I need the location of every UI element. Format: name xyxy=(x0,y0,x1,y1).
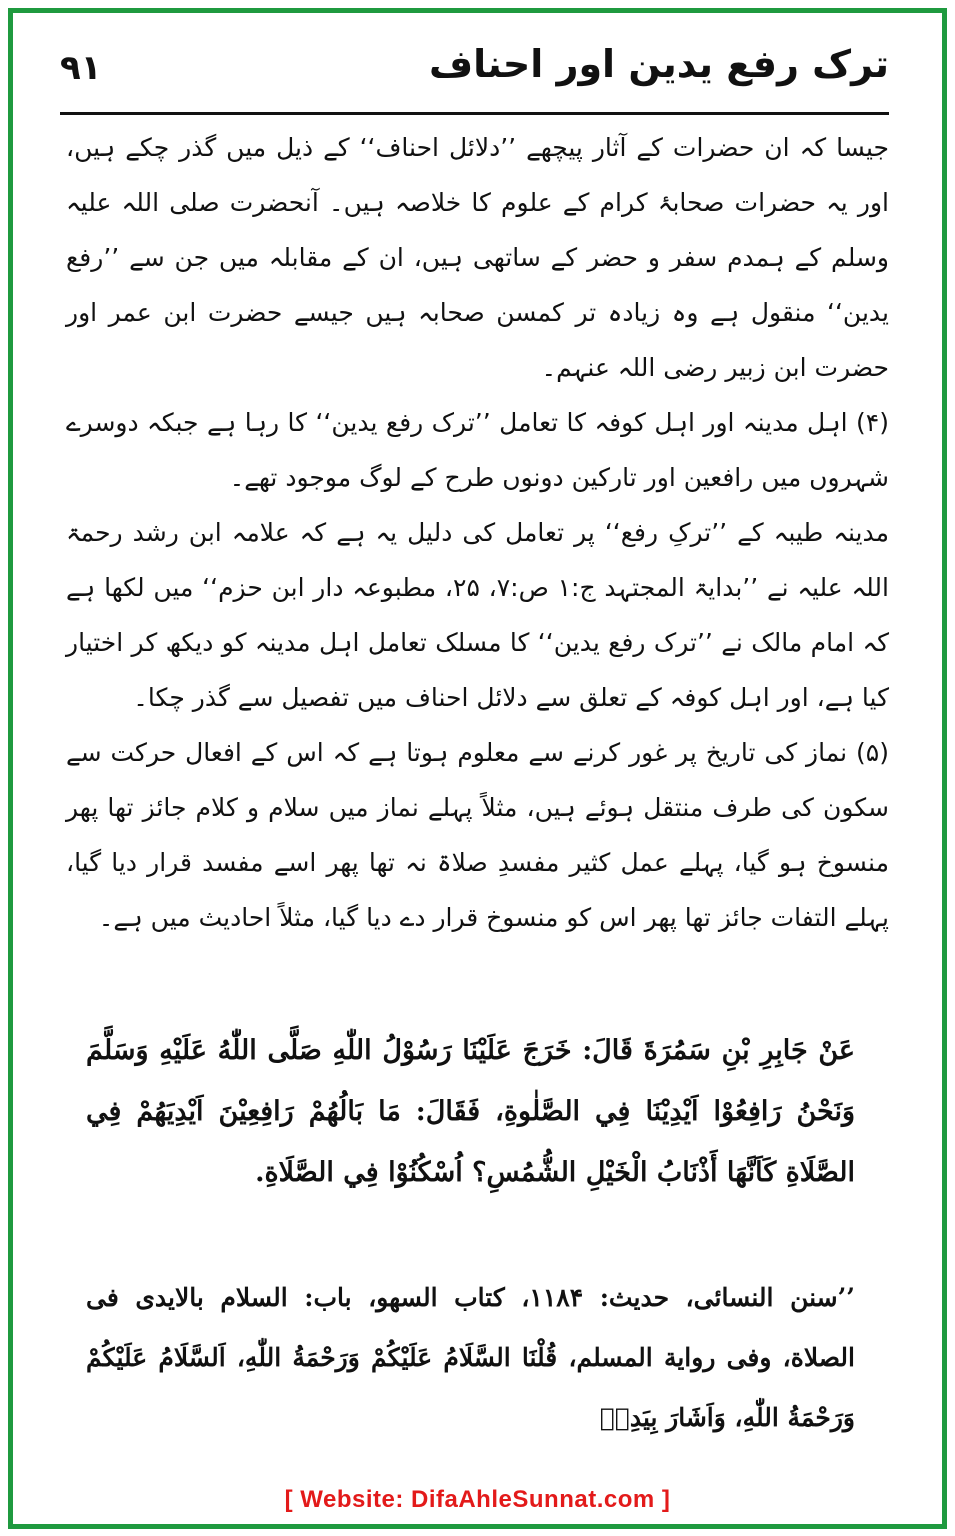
paragraph-2: (۴) اہل مدینہ اور اہل کوفہ کا تعامل ’’ترک رفع یدین‘‘ کا رہا ہے جبکہ دوسرے شہروں میں رافعین اور تارکین دونوں طرح کے لوگ موجود تھے۔ xyxy=(66,408,889,492)
header-divider xyxy=(60,112,889,115)
hadith-quote: عَنْ جَابِرِ بْنِ سَمُرَةَ قَالَ: خَرَجَ عَلَيْنَا رَسُوْلُ اللّٰهِ صَلَّى اللّٰهُ عَلَيْهِ وَسَلَّمَ وَنَحْنُ رَافِعُوْا اَيْدِيْنَا فِي الصَّلٰوةِ، فَقَالَ: مَا بَالُهُمْ رَافِعِيْنَ اَيْدِيَهُمْ فِي الصَّلَاةِ كَاَنَّهَا أَذْنَابُ الْخَيْلِ الشُّمُسِ؟ اُسْكُنُوْا فِي الصَّلَاةِ. xyxy=(86,1035,855,1188)
paragraph-1: جیسا کہ ان حضرات کے آثار پیچھے ’’دلائل احناف‘‘ کے ذیل میں گذر چکے ہیں، اور یہ حضرات صحابۂ کرام کے علوم کا خلاصہ ہیں۔ آنحضرت صلی اللہ علیہ وسلم کے ہمدم سفر و حضر کے ساتھی ہیں، ان کے مقابلہ میں جن سے ’’رفع یدین‘‘ منقول ہے وہ زیادہ تر کمسن صحابہ ہیں جیسے حضرت ابن عمر اور حضرت ابن زبیر رضی اللہ عنہم۔ xyxy=(66,133,889,382)
page-number: ٩١ xyxy=(60,48,102,88)
body-text xyxy=(66,120,889,945)
running-title: ترک رفع یدین اور احناف xyxy=(429,42,889,86)
paragraph-4: (۵) نماز کی تاریخ پر غور کرنے سے معلوم ہوتا ہے کہ اس کے افعال حرکت سے سکون کی طرف منتقل ہوئے ہیں، مثلاً پہلے نماز میں سلام و کلام جائز تھا پھر منسوخ ہو گیا، پہلے عمل کثیر مفسدِ صلاۃ نہ تھا پھر اسے مفسد قرار دیا گیا، پہلے التفات جائز تھا پھر اس کو منسوخ قرار دے دیا گیا، مثلاً احادیث میں ہے۔ xyxy=(66,738,889,932)
hadith-reference: ’’سنن النسائی، حدیث: ۱۱۸۴، کتاب السهو، باب: السلام بالایدی فی الصلاة، وفی روایة المسلم، قُلْنَا السَّلَامُ عَلَيْكُمْ وَرَحْمَةُ اللّٰهِ، اَلسَّلَامُ عَلَيْكُمْ وَرَحْمَةُ اللّٰهِ، وَاَشَارَ بِيَدِهٖ xyxy=(86,1283,855,1432)
page-header xyxy=(60,42,889,100)
paragraph-3: مدینہ طیبہ کے ’’ترکِ رفع‘‘ پر تعامل کی دلیل یہ ہے کہ علامہ ابن رشد رحمۃ اللہ علیہ نے ’’بدایۃ المجتہد ج:۱ ص:۷، ۲۵، مطبوعہ دار ابن حزم‘‘ میں لکھا ہے کہ امام مالک نے ’’ترک رفع یدین‘‘ کا مسلک تعامل اہل مدینہ کو دیکھ کر اختیار کیا ہے، اور اہل کوفہ کے تعلق سے دلائل احناف میں تفصیل سے گذر چکا۔ xyxy=(66,518,889,712)
website-link[interactable]: [ Website: DifaAhleSunnat.com ] xyxy=(284,1486,671,1513)
